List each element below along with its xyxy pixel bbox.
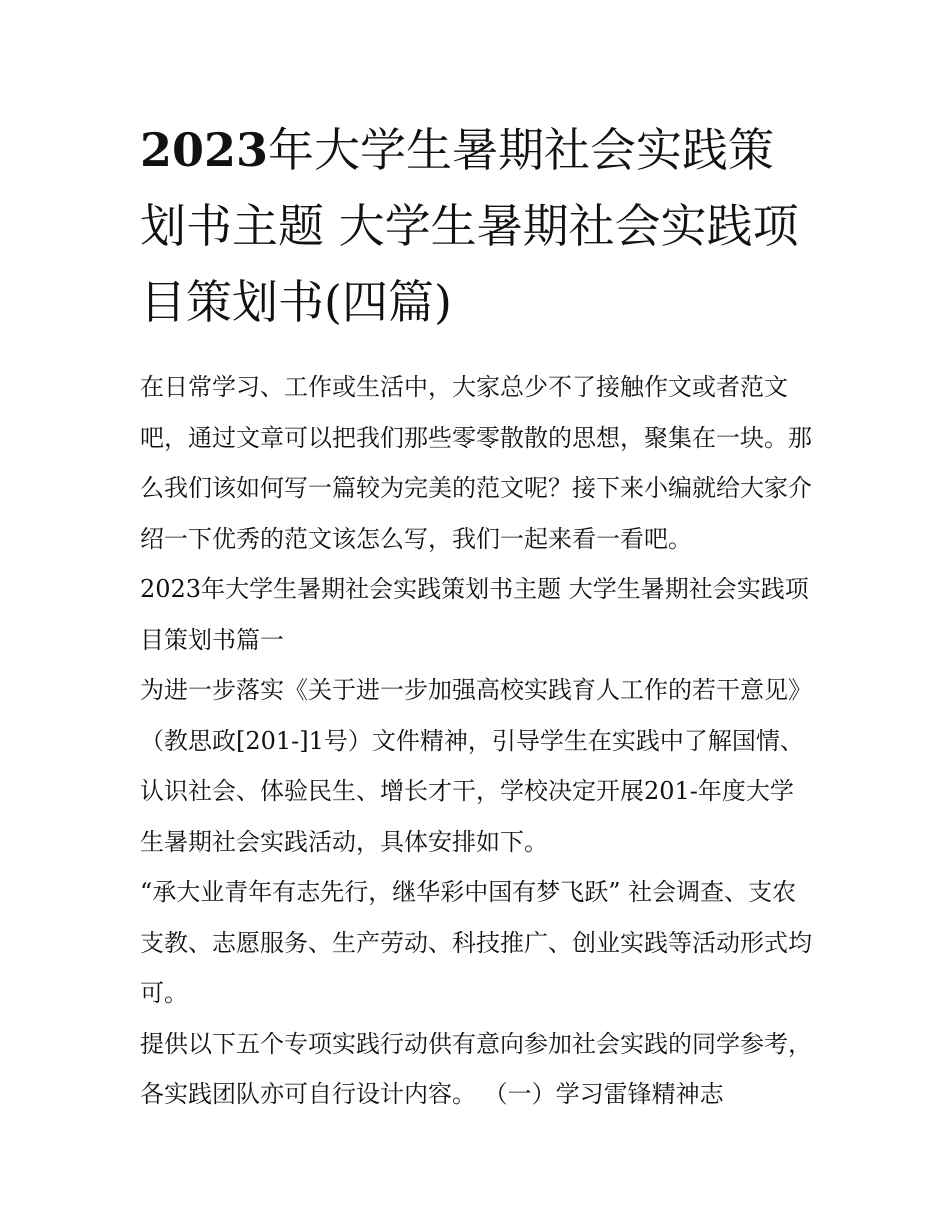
document-title [140, 112, 812, 340]
section-heading: 2023年大学生暑期社会实践策划书主题 大学生暑期社会实践项目策划书篇一 [140, 575, 809, 654]
document-body [140, 362, 812, 1120]
projects-paragraph: 提供以下五个专项实践行动供有意向参加社会实践的同学参考，各实践团队亦可自行设计内容。 （一）学习雷锋精神志 [140, 1029, 812, 1108]
document-page [140, 112, 812, 1120]
title-text: 年大学生暑期社会实践策划书主题 大学生暑期社会实践项目策划书(四篇) [140, 123, 799, 329]
title-year: 2023 [140, 123, 269, 177]
theme-paragraph: “承大业青年有志先行，继华彩中国有梦飞跃” 社会调查、支农支教、志愿服务、生产劳动、科技推广、创业实践等活动形式均可。 [140, 878, 812, 1007]
body-paragraph: 为进一步落实《关于进一步加强高校实践育人工作的若干意见》（教思政[201-]1号）文件精神，引导学生在实践中了解国情、认识社会、体验民生、增长才干，学校决定开展201-年度大学生暑期社会实践活动，具体安排如下。 [140, 676, 812, 856]
intro-paragraph: 在日常学习、工作或生活中，大家总少不了接触作文或者范文吧，通过文章可以把我们那些零零散散的思想，聚集在一块。那么我们该如何写一篇较为完美的范文呢？接下来小编就给大家介绍一下优秀的范文该怎么写，我们一起来看一看吧。 [140, 373, 812, 553]
